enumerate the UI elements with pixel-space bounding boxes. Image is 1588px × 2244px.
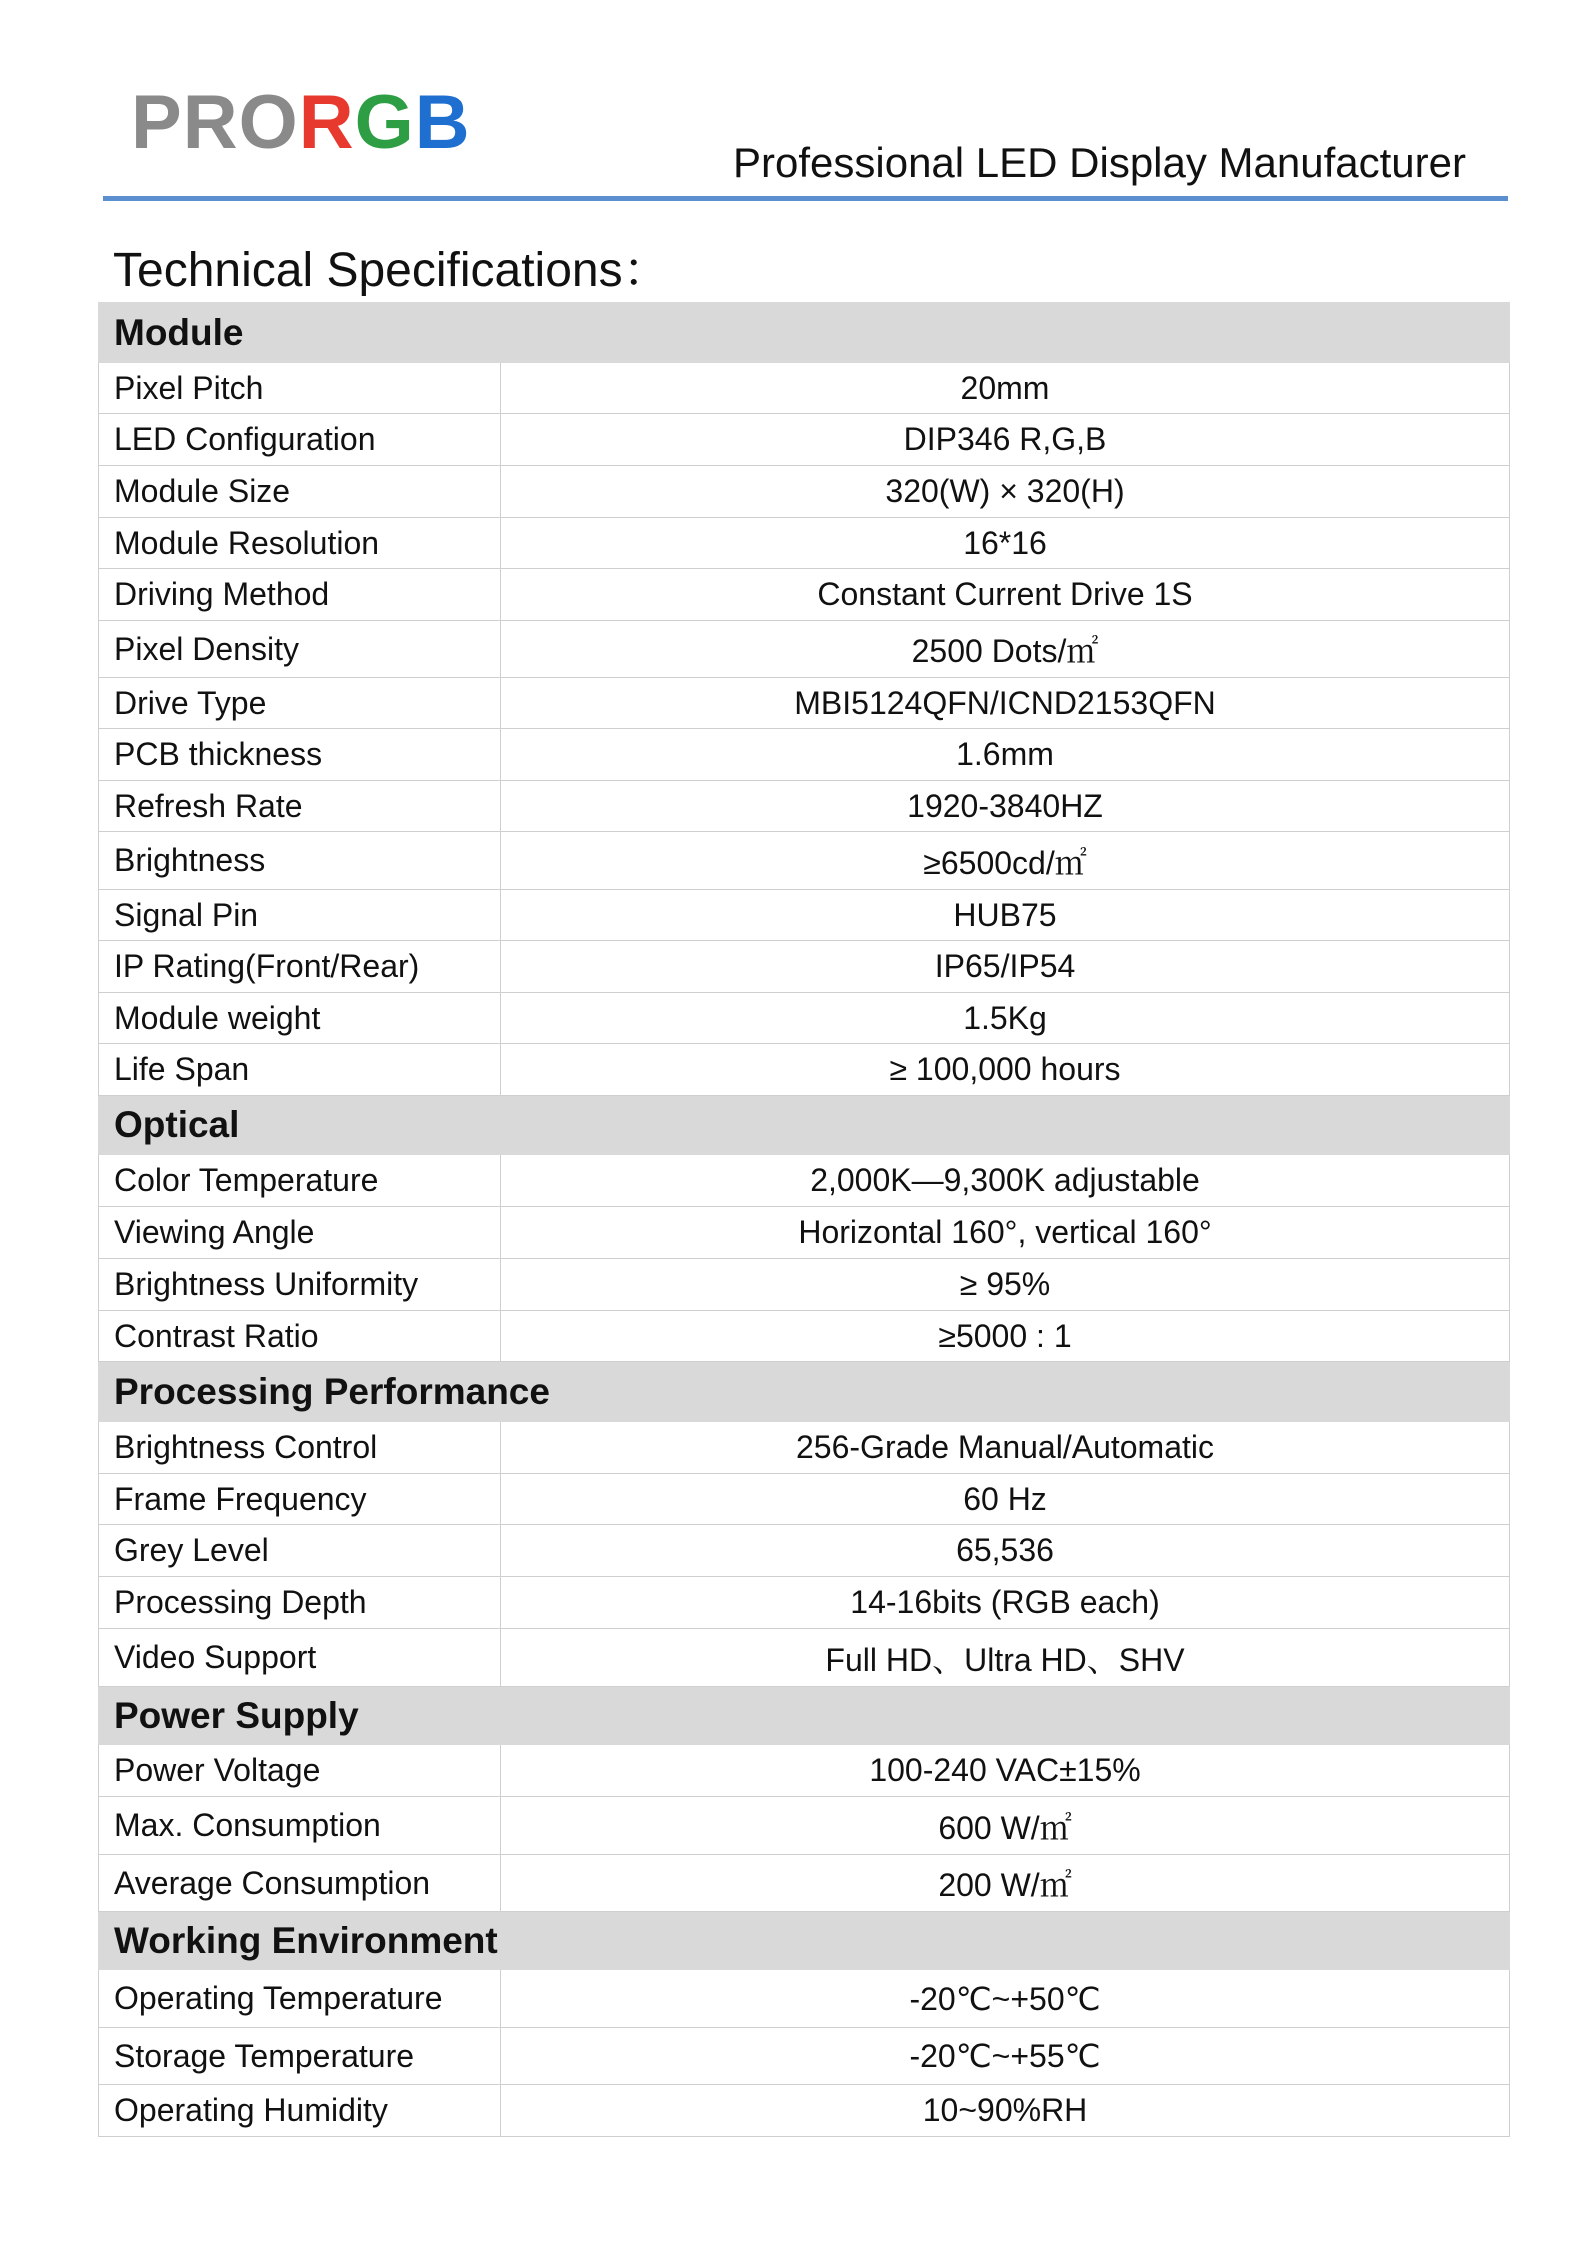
- spec-value: ≥ 95%: [501, 1259, 1510, 1311]
- table-row: [99, 678, 1510, 729]
- table-row: [99, 993, 1510, 1044]
- brand-tagline: Professional LED Display Manufacturer: [733, 139, 1466, 186]
- table-row: [99, 1044, 1510, 1096]
- section-header-power: [99, 1687, 1510, 1745]
- spec-value: MBI5124QFN/ICND2153QFN: [501, 678, 1510, 729]
- table-row: [99, 1422, 1510, 1474]
- spec-label: PCB thickness: [99, 729, 501, 781]
- spec-value: ≥ 100,000 hours: [501, 1044, 1510, 1096]
- spec-value: 60 Hz: [501, 1474, 1510, 1525]
- spec-value: 1.6mm: [501, 729, 1510, 781]
- spec-label: Drive Type: [99, 678, 501, 729]
- spec-label: Grey Level: [99, 1525, 501, 1577]
- spec-label: Contrast Ratio: [99, 1311, 501, 1362]
- section-title: Processing Performance: [99, 1362, 1510, 1422]
- logo-part-b: B: [414, 80, 471, 165]
- table-row: [99, 414, 1510, 466]
- table-row: [99, 1745, 1510, 1797]
- section-title: Power Supply: [99, 1687, 1510, 1745]
- table-row: [99, 1207, 1510, 1259]
- table-row: [99, 518, 1510, 569]
- spec-label: Frame Frequency: [99, 1474, 501, 1525]
- spec-label: Operating Humidity: [99, 2085, 501, 2137]
- spec-value: 100-240 VAC±15%: [501, 1745, 1510, 1797]
- spec-value: 320(W) × 320(H): [501, 466, 1510, 518]
- spec-value: 65,536: [501, 1525, 1510, 1577]
- spec-label: Operating Temperature: [99, 1970, 501, 2028]
- spec-value: IP65/IP54: [501, 941, 1510, 993]
- table-row: [99, 1474, 1510, 1525]
- spec-value: 20mm: [501, 363, 1510, 414]
- table-row: [99, 2085, 1510, 2137]
- spec-value: 256-Grade Manual/Automatic: [501, 1422, 1510, 1474]
- spec-label: Brightness: [99, 832, 501, 890]
- table-row: [99, 1629, 1510, 1687]
- spec-label: Driving Method: [99, 569, 501, 621]
- spec-label: Module Resolution: [99, 518, 501, 569]
- spec-value: HUB75: [501, 890, 1510, 941]
- spec-label: Max. Consumption: [99, 1797, 501, 1855]
- spec-label: Storage Temperature: [99, 2028, 501, 2085]
- spec-label: Signal Pin: [99, 890, 501, 941]
- spec-value: 14-16bits (RGB each): [501, 1577, 1510, 1629]
- page-title: Technical Specifications：: [113, 244, 671, 297]
- spec-label: Pixel Pitch: [99, 363, 501, 414]
- table-row: [99, 1970, 1510, 2028]
- logo-part-r: R: [298, 80, 355, 165]
- spec-label: Brightness Control: [99, 1422, 501, 1474]
- spec-label: Brightness Uniformity: [99, 1259, 501, 1311]
- section-header-module: [99, 303, 1510, 363]
- spec-label: Pixel Density: [99, 621, 501, 678]
- spec-label: Module Size: [99, 466, 501, 518]
- table-row: [99, 2028, 1510, 2085]
- logo-part-pro: PRO: [131, 80, 299, 165]
- spec-label: Power Voltage: [99, 1745, 501, 1797]
- section-header-optical: [99, 1096, 1510, 1155]
- spec-value: 200 W/㎡: [501, 1855, 1510, 1912]
- table-row: [99, 569, 1510, 621]
- spec-value: 16*16: [501, 518, 1510, 569]
- table-row: [99, 941, 1510, 993]
- spec-value: -20℃~+55℃: [501, 2028, 1510, 2085]
- table-row: [99, 781, 1510, 832]
- spec-value: 2,000K—9,300K adjustable: [501, 1155, 1510, 1207]
- spec-value: -20℃~+50℃: [501, 1970, 1510, 2028]
- table-row: [99, 1525, 1510, 1577]
- spec-label: Viewing Angle: [99, 1207, 501, 1259]
- section-title: Working Environment: [99, 1912, 1510, 1970]
- section-title: Optical: [99, 1096, 1510, 1155]
- section-header-processing: [99, 1362, 1510, 1422]
- spec-value: Constant Current Drive 1S: [501, 569, 1510, 621]
- table-row: [99, 1797, 1510, 1855]
- spec-value: 1920-3840HZ: [501, 781, 1510, 832]
- spec-label: Average Consumption: [99, 1855, 501, 1912]
- table-row: [99, 729, 1510, 781]
- logo-part-g: G: [354, 80, 415, 165]
- spec-value: 2500 Dots/㎡: [501, 621, 1510, 678]
- table-row: [99, 363, 1510, 414]
- brand-logo: [131, 78, 471, 168]
- section-title: Module: [99, 303, 1510, 363]
- spec-label: Life Span: [99, 1044, 501, 1096]
- spec-value: 1.5Kg: [501, 993, 1510, 1044]
- header-divider: [103, 196, 1508, 201]
- spec-value: Full HD、Ultra HD、SHV: [501, 1629, 1510, 1687]
- table-row: [99, 832, 1510, 890]
- table-row: [99, 1311, 1510, 1362]
- table-row: [99, 890, 1510, 941]
- table-row: [99, 1155, 1510, 1207]
- table-row: [99, 621, 1510, 678]
- spec-value: ≥6500cd/㎡: [501, 832, 1510, 890]
- spec-value: ≥5000 : 1: [501, 1311, 1510, 1362]
- spec-label: Refresh Rate: [99, 781, 501, 832]
- spec-label: Video Support: [99, 1629, 501, 1687]
- spec-label: IP Rating(Front/Rear): [99, 941, 501, 993]
- spec-label: Processing Depth: [99, 1577, 501, 1629]
- spec-label: Color Temperature: [99, 1155, 501, 1207]
- spec-value: Horizontal 160°, vertical 160°: [501, 1207, 1510, 1259]
- table-row: [99, 1855, 1510, 1912]
- table-row: [99, 466, 1510, 518]
- table-row: [99, 1577, 1510, 1629]
- spec-label: LED Configuration: [99, 414, 501, 466]
- section-header-environment: [99, 1912, 1510, 1970]
- spec-value: DIP346 R,G,B: [501, 414, 1510, 466]
- table-row: [99, 1259, 1510, 1311]
- spec-table: [98, 302, 1510, 2137]
- spec-label: Module weight: [99, 993, 501, 1044]
- spec-value: 10~90%RH: [501, 2085, 1510, 2137]
- spec-value: 600 W/㎡: [501, 1797, 1510, 1855]
